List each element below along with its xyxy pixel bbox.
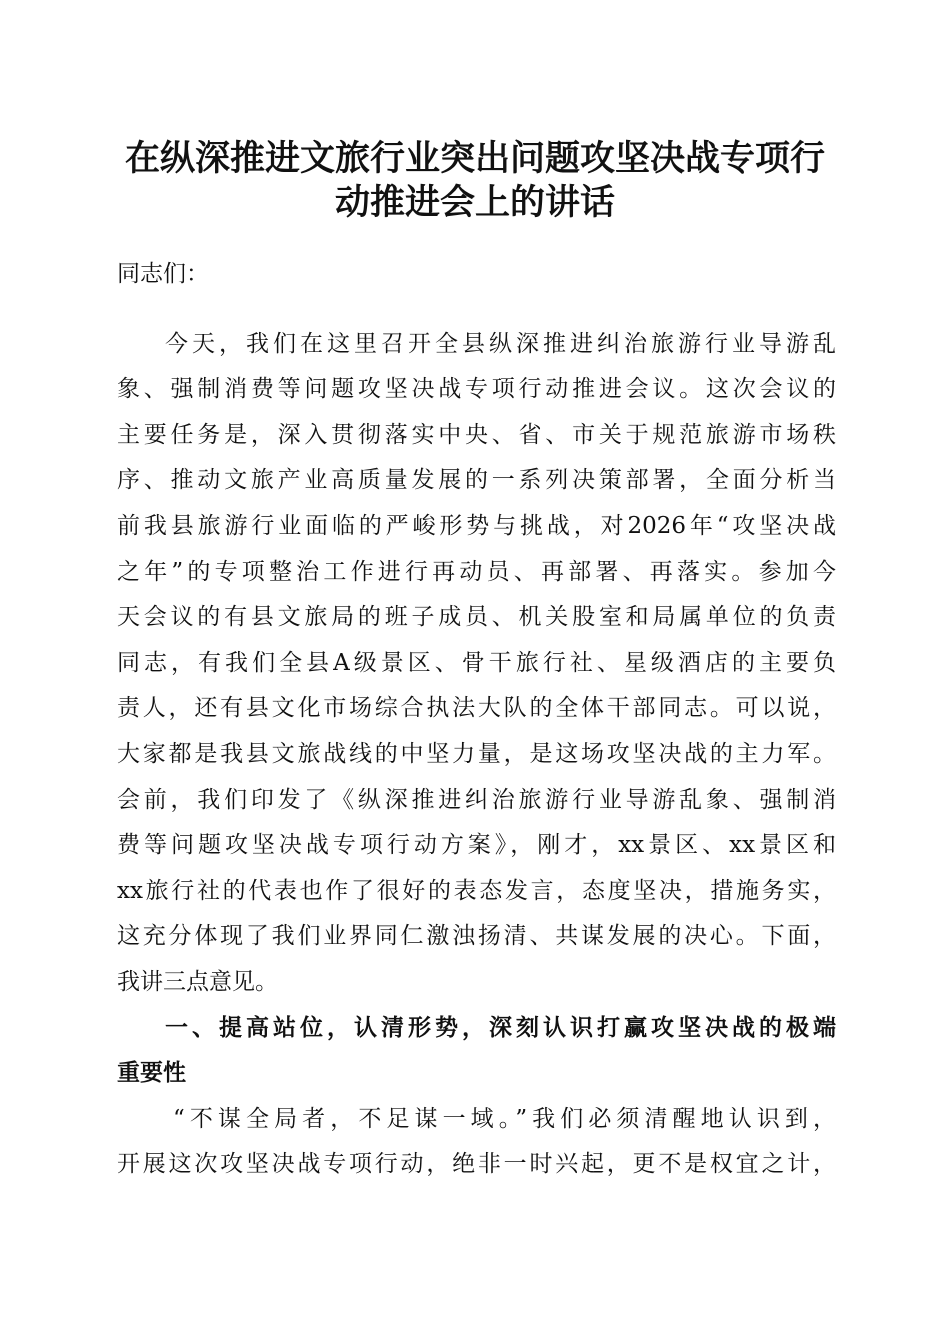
text-line: 主要任务是，深入贯彻落实中央、省、市关于规范旅游市场秩 (117, 421, 836, 448)
text-line: 开展这次攻坚决战专项行动，绝非一时兴起，更不是权宜之计， (117, 1151, 836, 1178)
text-line: 责人，还有县文化市场综合执法大队的全体干部同志。可以说， (117, 695, 836, 722)
paragraph-intro (117, 322, 836, 1006)
paragraph-section1 (117, 1097, 836, 1188)
document-title (100, 137, 850, 225)
heading-line: 重要性 (117, 1060, 186, 1087)
text-line: 之年”的专项整治工作进行再动员、再部署、再落实。参加今 (117, 558, 836, 585)
text-line: 费等问题攻坚决战专项行动方案》，刚才，xx景区、xx景区和 (117, 832, 836, 859)
text-line: 这充分体现了我们业界同仁激浊扬清、共谋发展的决心。下面， (117, 923, 836, 950)
section-heading (117, 1006, 836, 1097)
text-line: xx旅行社的代表也作了很好的表态发言，态度坚决，措施务实， (117, 877, 836, 904)
text-line: 序、推动文旅产业高质量发展的一系列决策部署，全面分析当 (117, 467, 836, 494)
greeting: 同志们： (117, 261, 209, 287)
text-line: 同志，有我们全县A级景区、骨干旅行社、星级酒店的主要负 (117, 649, 836, 676)
text-line: 象、强制消费等问题攻坚决战专项行动推进会议。这次会议的 (117, 376, 836, 403)
text-line: 我讲三点意见。 (117, 968, 278, 995)
document-body (117, 252, 836, 1188)
text-line: “不谋全局者，不足谋一域。”我们必须清醒地认识到， (173, 1105, 836, 1132)
text-line: 今天，我们在这里召开全县纵深推进纠治旅游行业导游乱 (165, 330, 836, 357)
title-line: 动推进会上的讲话 (334, 183, 615, 223)
text-line: 天会议的有县文旅局的班子成员、机关股室和局属单位的负责 (117, 604, 836, 631)
text-line: 前我县旅游行业面临的严峻形势与挑战，对2026年“攻坚决战 (117, 512, 836, 539)
title-line: 在纵深推进文旅行业突出问题攻坚决战专项行 (124, 139, 825, 179)
text-line: 会前，我们印发了《纵深推进纠治旅游行业导游乱象、强制消 (117, 786, 836, 813)
text-line: 大家都是我县文旅战线的中坚力量，是这场攻坚决战的主力军。 (117, 740, 836, 767)
heading-line: 一、提高站位，认清形势，深刻认识打赢攻坚决战的极端 (165, 1014, 836, 1041)
